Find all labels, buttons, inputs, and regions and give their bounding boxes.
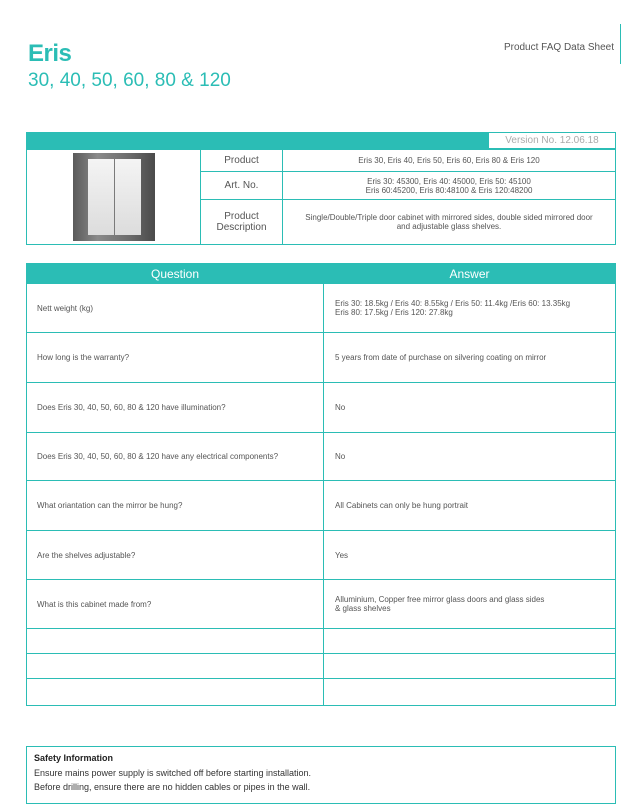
faq-table <box>26 263 616 706</box>
product-label: Product <box>201 150 283 172</box>
description-line-2: and adjustable glass shelves. <box>396 222 502 231</box>
description-label <box>201 200 283 245</box>
page-title: Eris <box>28 40 72 67</box>
description-line-1: Single/Double/Triple door cabinet with mirrored sides, double sided mirrored door <box>305 213 593 222</box>
version-bar-fill <box>26 132 488 149</box>
table-row <box>27 433 616 481</box>
table-row <box>27 580 616 629</box>
question-cell: What oriantation can the mirror be hung? <box>27 481 324 531</box>
question-cell: Does Eris 30, 40, 50, 60, 80 & 120 have any electrical components? <box>27 433 324 481</box>
answer-cell: All Cabinets can only be hung portrait <box>324 481 616 531</box>
answer-cell: No <box>324 433 616 481</box>
cabinet-left-door <box>88 159 114 235</box>
safety-information-box <box>26 746 616 804</box>
empty-row <box>27 679 616 706</box>
question-header: Question <box>27 264 324 284</box>
empty-cell <box>27 679 324 706</box>
answer-cell <box>324 284 616 333</box>
description-label-line-2: Description <box>216 222 267 233</box>
description-value <box>283 200 616 245</box>
table-row <box>27 383 616 433</box>
product-image-cell <box>27 150 201 245</box>
empty-cell <box>27 654 324 679</box>
question-cell: Nett weight (kg) <box>27 284 324 333</box>
cabinet-product-image <box>73 153 155 241</box>
description-label-line-1: Product <box>224 211 259 222</box>
table-row <box>27 333 616 383</box>
empty-row <box>27 654 616 679</box>
question-cell: What is this cabinet made from? <box>27 580 324 629</box>
table-row <box>27 284 616 333</box>
product-value: Eris 30, Eris 40, Eris 50, Eris 60, Eris 80 & Eris 120 <box>283 150 616 172</box>
answer-cell <box>324 580 616 629</box>
question-cell: Does Eris 30, 40, 50, 60, 80 & 120 have illumination? <box>27 383 324 433</box>
table-row <box>27 481 616 531</box>
question-cell: How long is the warranty? <box>27 333 324 383</box>
page-subtitle: 30, 40, 50, 60, 80 & 120 <box>28 70 231 91</box>
empty-cell <box>324 654 616 679</box>
document-type: Product FAQ Data Sheet <box>503 42 614 53</box>
product-info-table <box>26 149 616 245</box>
safety-title: Safety Information <box>34 753 114 763</box>
version-bar <box>26 132 616 149</box>
answer-line-1: Alluminium, Copper free mirror glass doors and glass sides <box>335 595 545 604</box>
header-divider <box>620 24 621 64</box>
answer-line-1: Eris 30: 18.5kg / Eris 40: 8.55kg / Eris 50: 11.4kg /Eris 60: 13.35kg <box>335 299 571 308</box>
answer-line-2: Eris 80: 17.5kg / Eris 120: 27.8kg <box>335 308 453 317</box>
safety-line-1: Ensure mains power supply is switched off before starting installation. <box>34 768 311 778</box>
art-no-line-2: Eris 60:45200, Eris 80:48100 & Eris 120:48200 <box>365 185 533 195</box>
answer-cell: No <box>324 383 616 433</box>
product-info-block <box>26 132 616 245</box>
cabinet-right-door <box>115 159 141 235</box>
art-no-label: Art. No. <box>201 172 283 200</box>
answer-header: Answer <box>324 264 616 284</box>
answer-cell: 5 years from date of purchase on silvering coating on mirror <box>324 333 616 383</box>
question-cell: Are the shelves adjustable? <box>27 531 324 580</box>
empty-cell <box>324 679 616 706</box>
version-number: Version No. 12.06.18 <box>488 132 616 149</box>
safety-line-2: Before drilling, ensure there are no hidden cables or pipes in the wall. <box>34 782 311 792</box>
empty-cell <box>324 629 616 654</box>
empty-cell <box>27 629 324 654</box>
answer-line-2: & glass shelves <box>335 604 391 613</box>
empty-row <box>27 629 616 654</box>
art-no-value <box>283 172 616 200</box>
art-no-line-1: Eris 30: 45300, Eris 40: 45000, Eris 50: 45100 <box>367 176 531 186</box>
table-row <box>27 531 616 580</box>
answer-cell: Yes <box>324 531 616 580</box>
